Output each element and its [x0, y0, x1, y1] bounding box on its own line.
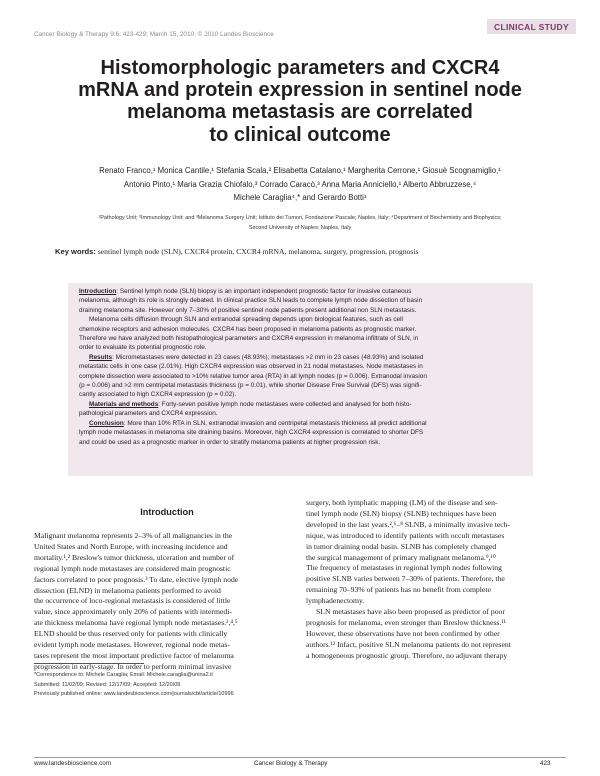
footer-website: www.landesbioscience.com [34, 760, 111, 767]
body-line: tases represent the most important predictive factor of melanoma [34, 650, 234, 660]
body-line: prognosis for melanoma, even stronger than Breslow thickness.¹¹ [306, 617, 506, 627]
body-column-right [306, 498, 568, 662]
body-line: dissection (ELND) in melanoma patients performed to avoid [34, 585, 221, 595]
abstract-line: cantly associated to high CXCR4 expression (p = 0.02). [79, 391, 237, 399]
abstract-line: and could be used as a prognostic marker in order to stratify melanoma patients at higher progression risk. [79, 438, 381, 446]
body-line: The frequency of metastases in regional lymph nodes following [306, 563, 502, 573]
body-line: ate thickness melanoma have regional lymph node metastases.²,⁴,⁵ [34, 618, 238, 628]
body-line: value, since approximately only 20% of patients with intermedi- [34, 607, 232, 617]
intro-label: Introduction [79, 288, 117, 295]
abstract-line: Melanoma cells diffusion through SLN and extranodal spreading depends upon biological features, such as cell [89, 316, 403, 324]
abstract-line: complete dissection were associated to >10% relative tumor area (RTA) in all lymph nodes (p = 0.006). Extranodal invasion [79, 372, 427, 380]
affiliation-line: ¹Pathology Unit; ²Immunology Unit; and ³Melanoma Surgery Unit; Istituto dei Tumori, Fondazione Pascale; Naples, Italy; ⁴Department of Biochemistry and Biophysics; [98, 215, 502, 221]
abstract-line: (p = 0.006) and >2 mm centripetal metastasis thickness (p = 0.01), while shorter Disease Free Survival (DFS) was signifi- [79, 382, 422, 390]
abstract-line: draining melanoma site. However only 7–30% of positive sentinel node patients present additional non SLN metastasis. [79, 306, 417, 314]
abstract-line: chemokine receptors and adhesion molecules. CXCR4 has been proposed in melanoma patients as prognostic marker. [79, 325, 417, 333]
abstract-line: lymph node metastases in melanoma site draining basins. Moreover, high CXCR4 expression is correlated to shorter DFS [79, 429, 424, 437]
body-line: developed in the last years.²,⁶–⁸ SLNB, a minimally invasive tech- [306, 519, 511, 529]
body-line: progression in early-stage. In order to perform minimal invasive [34, 661, 232, 671]
body-line: evident lymph node metastases. However, regional node metas- [34, 640, 230, 650]
body-line: mortality.¹,² Breslow's tumor thickness, ulceration and number of [34, 552, 235, 562]
body-line: the surgical management of primary malignant melanoma.⁹,¹⁰ [306, 552, 496, 562]
author-line: Renato Franco,¹ Monica Cantile,¹ Stefania Scala,² Elisabetta Catalano,¹ Margherita Cerrone,¹ Giosuè Scognamiglio,¹ [99, 166, 501, 175]
journal-citation: Cancer Biology & Therapy 9:6, 423-429; March 15, 2010; © 2010 Landes Bioscience [34, 31, 274, 38]
introduction-heading: Introduction [140, 507, 194, 517]
body-line: ELND should be thus reserved only for patients with clinically [34, 629, 228, 639]
author-list [40, 164, 560, 205]
body-line: authors.¹² Infact, positive SLN melanoma patients do not represent [306, 639, 511, 649]
footnote-divider [34, 663, 144, 664]
conclusion-label: Conclusion [89, 419, 124, 427]
title-line: mRNA and protein expression in sentinel node [78, 79, 522, 102]
footnote-line: Previously published online: www.landesbioscience.com/journals/cbt/article/10996 [34, 691, 234, 697]
body-line: SLN metastases have also been proposed as predictor of poor [316, 607, 505, 617]
body-line: However, these observations have not been confirmed by other [306, 628, 500, 638]
footnote-line: Submitted: 11/02/09; Revised: 12/17/09; Accepted: 12/20/09 [34, 681, 181, 688]
results-label: Results [89, 353, 113, 361]
abstract-line: pathological parameters and CXCR4 expression. [79, 410, 218, 418]
body-line: tinel lymph node (SLN) biopsy (SLNB) techniques have been [306, 508, 497, 518]
abstract-line: Results: Micrometastases were detected in 23 cases (48.93%); metastases >2 mm in 23 cases (48.93%) and isolated [89, 353, 424, 361]
author-line: Michele Caraglia⁴,* and Gerardo Botti¹ [233, 193, 367, 203]
body-line: Malignant melanoma represents 2–3% of all malignancies in the [34, 531, 233, 540]
methods-label: Materials and methods [89, 400, 159, 408]
abstract-line: melanoma, although its role is strongly debated. In clinical practice SLN leads to complete lymph node dissection of basin [79, 297, 423, 305]
abstract-line: order to evaluate its potential prognostic role. [79, 344, 207, 352]
article-type-badge: CLINICAL STUDY [487, 19, 576, 34]
footer-divider [34, 757, 566, 758]
keywords [55, 247, 575, 256]
title-line: to clinical outcome [209, 123, 391, 146]
body-line: a homogeneous prognostic group. Therefore, no adjuvant therapy [306, 650, 508, 660]
keywords-text: sentinel lymph node (SLN), CXCR4 protein, CXCR4 mRNA, melanoma, surgery, progression, prognosis [97, 247, 419, 256]
abstract-text [79, 287, 520, 447]
title-line: melanoma metastasis are correlated [127, 101, 473, 124]
body-column-left [34, 531, 301, 673]
abstract-line: Therefore we have analyzed both histopathological parameters and CXCR4 expression in melanoma infiltrate of SLN, in [79, 335, 419, 343]
body-line: in tumor draining nodal basin. SLNB has completely changed [306, 541, 497, 551]
body-line: nique, was introduced to identify patients with occult metastases [306, 530, 505, 540]
abstract-line: Introduction: Sentinel lymph node (SLN) biopsy is an important independent prognostic factor for invasive cutaneous [79, 288, 412, 295]
footnote-line: *Correspondence to: Michele Caraglia; Email: Michele.caraglia@unina2.it [34, 672, 213, 678]
body-line: regional lymph node metastases are considered main prognostic [34, 563, 231, 573]
page-number: 423 [540, 760, 551, 767]
affiliations [40, 213, 560, 233]
title-line: Histomorphologic parameters and CXCR4 [100, 57, 500, 79]
body-line: United States and North Europe, with increasing incidence and [34, 541, 228, 551]
body-line: factors correlated to poor prognosis.³ To date, elective lymph node [34, 574, 239, 584]
author-line: Antonio Pinto,¹ Maria Grazia Chiofalo,³ Corrado Caracò,³ Anna Maria Anniciello,¹ Alberto Abbruzzese,⁴ [123, 179, 477, 189]
body-line: remaining 70–93% of patients has no benefit from complete [306, 585, 491, 595]
affiliation-line: Second University of Naples; Naples, Italy [248, 225, 352, 231]
footer-journal: Cancer Biology & Therapy [254, 760, 328, 767]
abstract-line: metastatic cells in one case (2.01%). High CXCR4 expression was observed in 21 nodal metastases. Node metastases in [79, 363, 423, 371]
body-line: the occurrence of loco-regional metastasis is considered of little [34, 596, 231, 606]
footnotes [34, 671, 234, 700]
article-title [40, 57, 560, 146]
abstract-line: Conclusion: More than 10% RTA in SLN, extranodal invasion and centripetal metastasis thickness all predict additional [89, 419, 427, 427]
body-line: lymphadenectomy. [306, 596, 365, 606]
body-line: surgery, both lymphatic mapping (LM) of the disease and sen- [306, 498, 498, 507]
abstract-line: Materials and methods: Forty-seven positive lymph node metastases were collected and analysed for both histo- [89, 400, 412, 408]
keywords-label: Key words: [55, 247, 96, 256]
body-line: positive SLNB varies between 7–30% of patients. Therefore, the [306, 574, 505, 584]
